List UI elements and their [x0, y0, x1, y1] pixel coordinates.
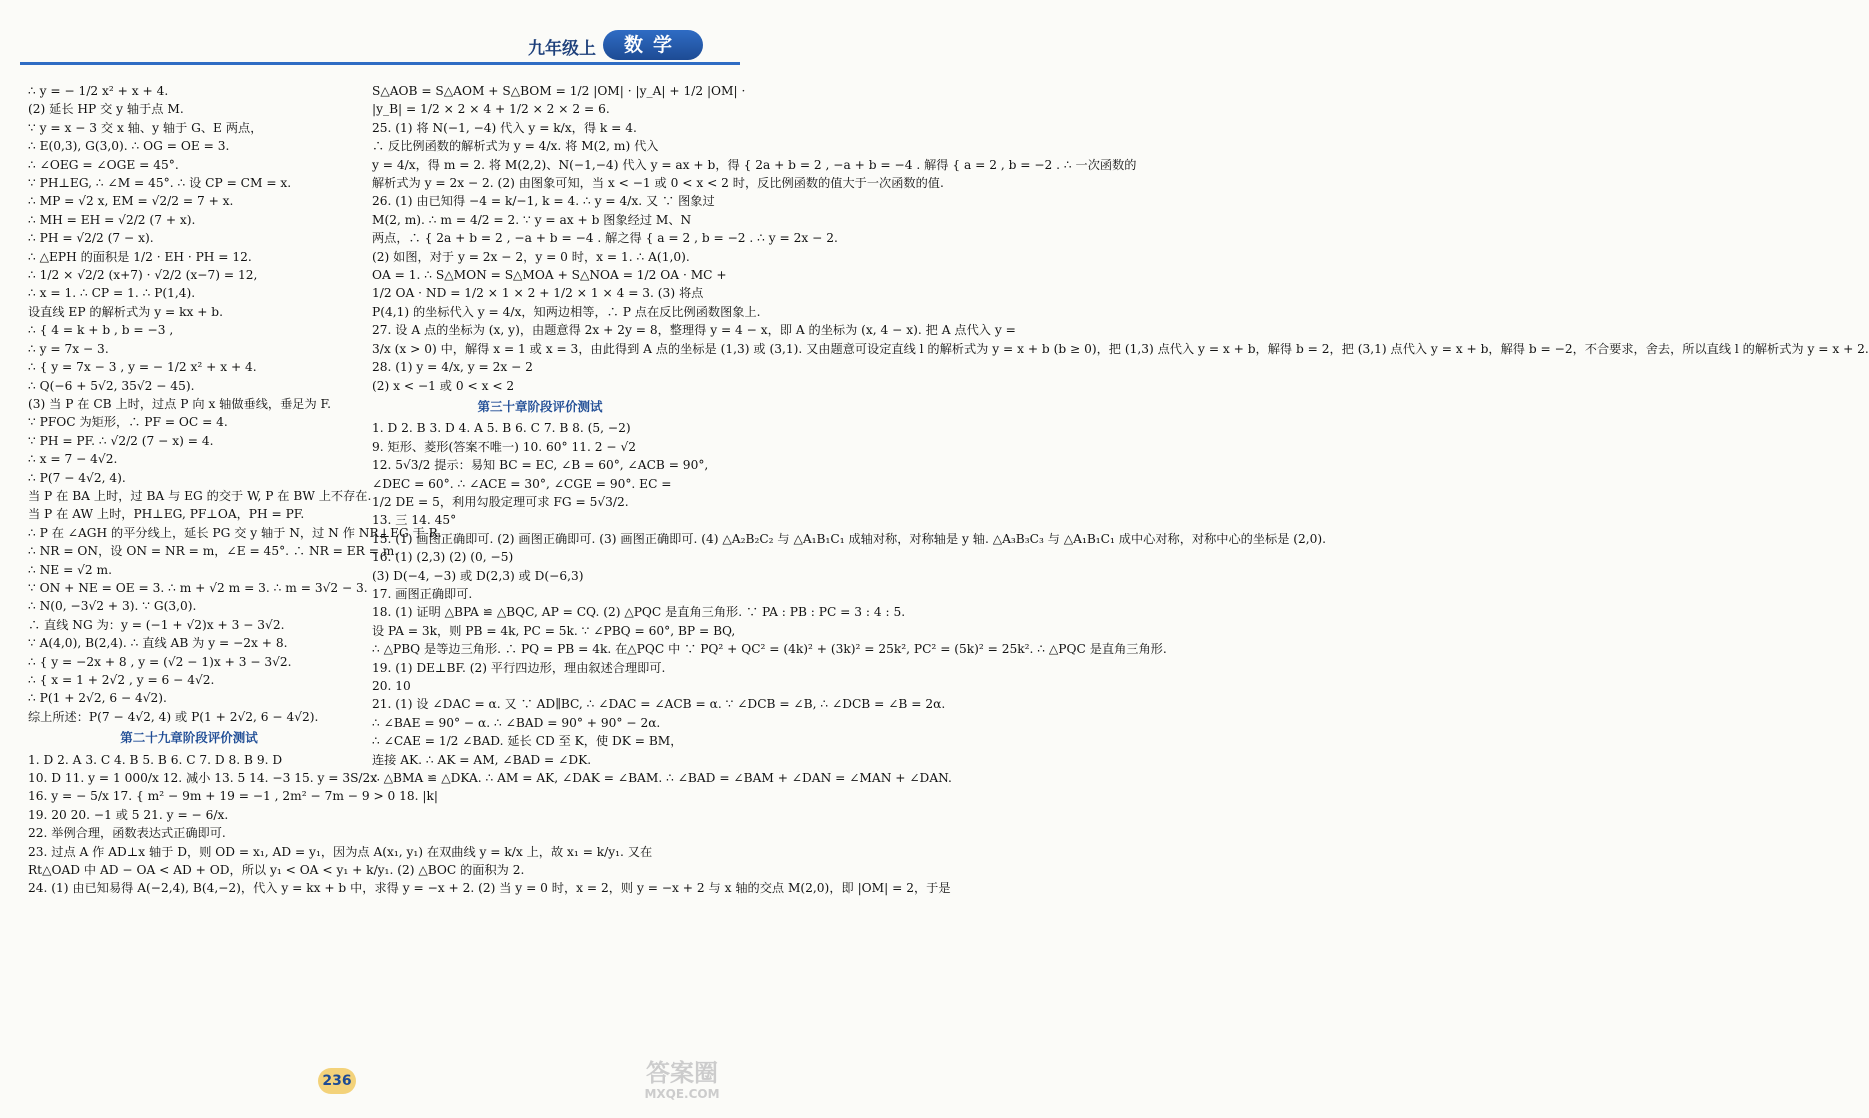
text-line: 12. 5√3/2 提示：易知 BC = EC, ∠B = 60°, ∠ACB = 90°, [372, 458, 709, 473]
text-line: ∴ 1/2 × √2/2 (x+7) · √2/2 (x−7) = 12, [28, 268, 258, 283]
text-line: ∠DEC = 60°. ∴ ∠ACE = 30°, ∠CGE = 90°. EC = [372, 476, 672, 491]
text-line: ∵ PFOC 为矩形，∴ PF = OC = 4. [28, 415, 228, 430]
page-number: 236 [318, 1068, 356, 1094]
text-line: 1/2 DE = 5，利用勾股定理可求 FG = 5√3/2. [372, 494, 629, 509]
text-line: ∴ Q(−6 + 5√2, 35√2 − 45). [28, 378, 195, 393]
text-line: 27. 设 A 点的坐标为 (x, y)，由题意得 2x + 2y = 8，整理得 y = 4 − x，即 A 的坐标为 (x, 4 − x). 把 A 点代入 y = [372, 323, 1016, 338]
text-line: ∴ 直线 NG 为：y = (−1 + √2)x + 3 − 3√2. [28, 617, 285, 632]
text-line: ∴ PH = √2/2 (7 − x). [28, 231, 154, 246]
text-line: 当 P 在 BA 上时，过 BA 与 EG 的交于 W, P 在 BW 上不存在. [28, 488, 372, 503]
text-line: ∴ NE = √2 m. [28, 562, 112, 577]
text-line: (3) D(−4, −3) 或 D(2,3) 或 D(−6,3) [372, 568, 584, 583]
text-line: ∴ { x = 1 + 2√2 , y = 6 − 4√2. [28, 673, 215, 687]
text-line: (2) 延长 HP 交 y 轴于点 M. [28, 102, 184, 117]
text-line: ∴ y = 7x − 3. [28, 341, 109, 356]
text-line: 1. D 2. A 3. C 4. B 5. B 6. C 7. D 8. B 9. D [28, 752, 283, 767]
text-line: 连接 AK. ∴ AK = AM, ∠BAD = ∠DK. [372, 752, 592, 767]
text-line: ∵ A(4,0), B(2,4). ∴ 直线 AB 为 y = −2x + 8. [28, 636, 288, 651]
text-line: ∴ ∠BAE = 90° − α. ∴ ∠BAD = 90° + 90° − 2α. [372, 715, 661, 730]
text-line: ∴ x = 1. ∴ CP = 1. ∴ P(1,4). [28, 286, 196, 301]
text-line: ∴ ∠OEG = ∠OGE = 45°. [28, 157, 179, 172]
text-line: ∴ MP = √2 x, EM = √2/2 = 7 + x. [28, 194, 234, 209]
text-line: M(2, m). ∴ m = 4/2 = 2. ∵ y = ax + b 图象经过 M、N [372, 212, 692, 227]
watermark-logo [622, 1060, 742, 1114]
text-line: OA = 1. ∴ S△MON = S△MOA + S△NOA = 1/2 OA · MC + [372, 268, 727, 283]
text-line: (3) 当 P 在 CB 上时，过点 P 向 x 轴做垂线，垂足为 F. [28, 396, 331, 411]
text-line: 综上所述：P(7 − 4√2, 4) 或 P(1 + 2√2, 6 − 4√2). [28, 709, 319, 724]
text-line: 13. 三 14. 45° [372, 513, 457, 528]
text-line: 21. (1) 设 ∠DAC = α. 又 ∵ AD∥BC, ∴ ∠DAC = ∠ACB = α. ∵ ∠DCB = ∠B, ∴ ∠DCB = ∠B = 2α. [372, 697, 946, 712]
text-line: ∴ MH = EH = √2/2 (7 + x). [28, 212, 196, 227]
text-line: 10. D 11. y = 1 000/x 12. 减小 13. 5 14. −3 15. y = 3S/2x [28, 771, 378, 786]
text-line: ∵ ON + NE = OE = 3. ∴ m + √2 m = 3. ∴ m = 3√2 − 3. [28, 580, 368, 595]
text-line: ∴ y = − 1/2 x² + x + 4. [28, 84, 169, 98]
text-line: 23. 过点 A 作 AD⊥x 轴于 D，则 OD = x₁, AD = y₁，因为点 A(x₁, y₁) 在双曲线 y = k/x 上，故 x₁ = k/y₁. 又在 [28, 844, 653, 859]
text-line: 1. D 2. B 3. D 4. A 5. B 6. C 7. B 8. (5, −2) [372, 421, 631, 436]
watermark-sub: MXQE.COM [644, 1087, 720, 1101]
text-line: 24. (1) 由已知易得 A(−2,4), B(4,−2)，代入 y = kx + b 中，求得 y = −x + 2. (2) 当 y = 0 时，x = 2，则 y = −x + 2 与 x 轴的交点 M(2,0)，即 |OM| = 2，于是 [28, 881, 951, 896]
text-line: ∵ y = x − 3 交 x 轴、y 轴于 G、E 两点， [28, 120, 263, 135]
right-solution-lines [372, 82, 1869, 395]
text-line: Rt△OAD 中 AD − OA < AD + OD，所以 y₁ < OA < y₁ + k/y₁. (2) △BOC 的面积为 2. [28, 863, 525, 878]
text-line: 设 PA = 3k，则 PB = 4k, PC = 5k. ∵ ∠PBQ = 60°, BP = BQ, [372, 623, 736, 638]
text-line: ∵ PH⊥EG, ∴ ∠M = 45°. ∴ 设 CP = CM = x. [28, 176, 292, 191]
text-line: ∴ x = 7 − 4√2. [28, 452, 118, 467]
text-line: ∴ P(7 − 4√2, 4). [28, 470, 126, 485]
section-29-title: 第二十九章阶段评价测试 [120, 730, 258, 746]
text-line: 19. 20 20. −1 或 5 21. y = − 6/x. [28, 807, 229, 822]
text-line: |y_B| = 1/2 × 2 × 4 + 1/2 × 2 × 2 = 6. [372, 102, 610, 117]
watermark-main: 答案圈 [646, 1059, 718, 1087]
text-line: 两点，∴ { 2a + b = 2 , −a + b = −4 . 解之得 { a = 2 , b = −2 . ∴ y = 2x − 2. [372, 231, 838, 246]
text-line: 15. (1) 画图正确即可. (2) 画图正确即可. (3) 画图正确即可. (4) △A₂B₂C₂ 与 △A₁B₁C₁ 成轴对称，对称轴是 y 轴. △A₃B₃C₃ 与 △A₁B₁C₁ 成中心对称，对称中心的坐标是 (2,0). [372, 531, 1327, 546]
text-line: 28. (1) y = 4/x, y = 2x − 2 [372, 360, 533, 375]
section-30-title: 第三十章阶段评价测试 [477, 398, 603, 414]
text-line: y = 4/x，得 m = 2. 将 M(2,2)、N(−1,−4) 代入 y = ax + b，得 { 2a + b = 2 , −a + b = −4 . 解得 { a = 2 , b = −2 . ∴ 一次函数的 [372, 157, 1137, 172]
text-line: 17. 画图正确即可. [372, 586, 473, 601]
text-line: ∴ N(0, −3√2 + 3). ∵ G(3,0). [28, 599, 197, 614]
text-line: (2) x < −1 或 0 < x < 2 [372, 378, 515, 393]
section-30-answers [372, 419, 1327, 787]
text-line: 设直线 EP 的解析式为 y = kx + b. [28, 304, 223, 319]
text-line: 26. (1) 由已知得 −4 = k/−1, k = 4. ∴ y = 4/x. 又 ∵ 图象过 [372, 194, 715, 209]
text-line: 19. (1) DE⊥BF. (2) 平行四边形，理由叙述合理即可. [372, 660, 666, 675]
text-line: 25. (1) 将 N(−1, −4) 代入 y = k/x，得 k = 4. [372, 120, 637, 135]
text-line: (2) 如图，对于 y = 2x − 2，y = 0 时，x = 1. ∴ A(1,0). [372, 249, 690, 264]
text-line: 18. (1) 证明 △BPA ≌ △BQC, AP = CQ. (2) △PQC 是直角三角形. ∵ PA : PB : PC = 3 : 4 : 5. [372, 605, 906, 620]
text-line: ∴ { y = 7x − 3 , y = − 1/2 x² + x + 4. [28, 360, 257, 375]
text-line: ∴ P(1 + 2√2, 6 − 4√2). [28, 691, 167, 706]
text-line: 解析式为 y = 2x − 2. (2) 由图象可知，当 x < −1 或 0 < x < 2 时，反比例函数的值大于一次函数的值. [372, 176, 944, 191]
text-line: 16. y = − 5/x 17. { m² − 9m + 19 = −1 , 2m² − 7m − 9 > 0 18. |k| [28, 789, 439, 804]
text-line: ∴ ∠CAE = 1/2 ∠BAD. 延长 CD 至 K，使 DK = BM， [372, 734, 683, 749]
text-line: 20. 10 [372, 679, 411, 693]
text-line: 22. 举例合理，函数表达式正确即可. [28, 826, 226, 841]
text-line: ∴ △PBQ 是等边三角形. ∴ PQ = PB = 4k. 在△PQC 中 ∵ PQ² + QC² = (4k)² + (3k)² = 25k², PC² = (5k)² = 25k². ∴ △PQC 是直角三角形. [372, 642, 1167, 657]
text-line: ∴ △BMA ≌ △DKA. ∴ AM = AK, ∠DAK = ∠BAM. ∴ ∠BAD = ∠BAM + ∠DAN = ∠MAN + ∠DAN. [372, 771, 952, 786]
text-line: ∵ PH = PF. ∴ √2/2 (7 − x) = 4. [28, 433, 214, 448]
text-line: 9. 矩形、菱形(答案不唯一) 10. 60° 11. 2 − √2 [372, 439, 636, 454]
header-divider [20, 62, 740, 65]
text-line: ∴ { 4 = k + b , b = −3 , [28, 323, 174, 338]
page-header [0, 0, 750, 70]
text-line: ∴ 反比例函数的解析式为 y = 4/x. 将 M(2, m) 代入 [372, 139, 659, 154]
subject-badge: 数学 [603, 30, 703, 60]
text-line: 16. (1) (2,3) (2) (0, −5) [372, 550, 514, 565]
text-line: 1/2 OA · ND = 1/2 × 1 × 2 + 1/2 × 1 × 4 = 3. (3) 将点 [372, 286, 704, 301]
text-line: ∴ △EPH 的面积是 1/2 · EH · PH = 12. [28, 249, 252, 264]
text-line: P(4,1) 的坐标代入 y = 4/x，知两边相等，∴ P 点在反比例函数图象上. [372, 304, 761, 319]
text-line: ∴ { y = −2x + 8 , y = (√2 − 1)x + 3 − 3√2. [28, 654, 292, 669]
text-line: S△AOB = S△AOM + S△BOM = 1/2 |OM| · |y_A| + 1/2 |OM| · [372, 84, 746, 98]
grade-label: 九年级上 [528, 39, 596, 59]
text-line: 当 P 在 AW 上时，PH⊥EG, PF⊥OA，PH = PF. [28, 507, 305, 522]
text-line: ∴ NR = ON，设 ON = NR = m，∠E = 45°. ∴ NR = ER = m. [28, 544, 399, 559]
text-line: 3/x (x > 0) 中，解得 x = 1 或 x = 3，由此得到 A 点的坐标是 (1,3) 或 (3,1). 又由题意可设定直线 l 的解析式为 y = x + b (b ≥ 0)，把 (1,3) 点代入 y = x + b，解得 b = 2，把 (3,1) 点代入 y = x + b，解得 b = −2，不合要求，舍去，所以直线 l 的解析式为 y = x + 2. [372, 341, 1869, 356]
text-line: ∴ E(0,3), G(3,0). ∴ OG = OE = 3. [28, 139, 230, 154]
text-line: ∴ P 在 ∠AGH 的平分线上，延长 PG 交 y 轴于 N，过 N 作 NR⊥EG 于 R. [28, 525, 442, 540]
right-column [372, 82, 1869, 787]
